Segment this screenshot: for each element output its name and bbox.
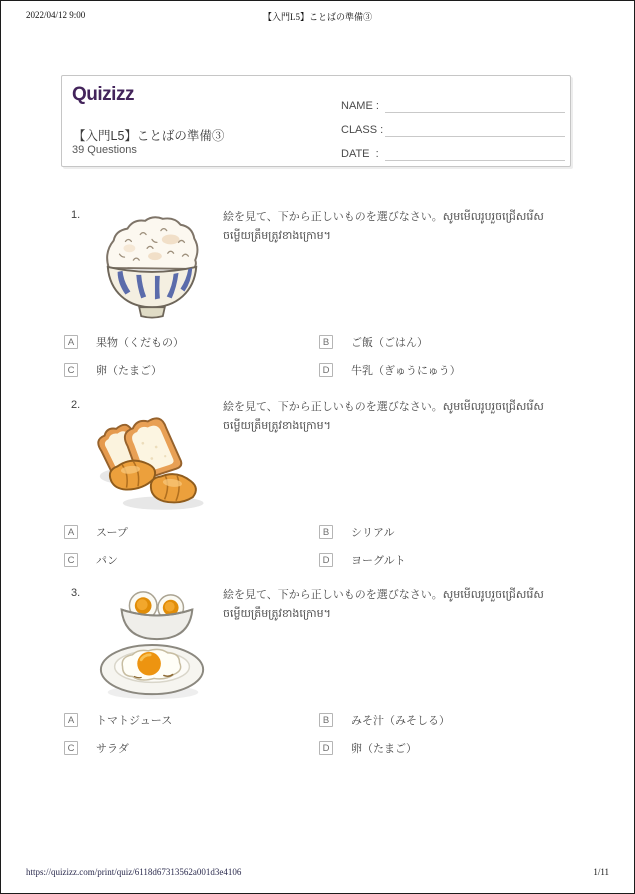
option-label: 卵（たまご） <box>351 743 417 755</box>
option-label: サラダ <box>96 743 129 755</box>
option-label: トマトジュース <box>96 715 173 727</box>
footer-url-link[interactable]: https://quizizz.com/print/quiz/6118d67313562a001d3e4106 <box>26 867 242 877</box>
question-1-option-b <box>319 334 428 350</box>
class-field-label: CLASS : <box>341 124 384 136</box>
question-2 <box>1 396 635 584</box>
option-label: スープ <box>96 527 128 539</box>
option-letter-box: C <box>64 553 78 567</box>
date-field-label: DATE : <box>341 148 379 160</box>
question-3-text-jp: 絵を見て、下から正しいものを選びなさい。 <box>223 589 443 601</box>
question-3-option-c <box>64 740 129 756</box>
bread-illustration <box>96 398 216 516</box>
question-2-text-jp: 絵を見て、下から正しいものを選びなさい。 <box>223 401 443 413</box>
option-letter-box: B <box>319 713 333 727</box>
question-1-text <box>223 208 559 246</box>
option-letter-box: A <box>64 335 78 349</box>
question-1-text-km: សូមមើលរូបរួចជ្រើសរើសចម្លើយត្រឹមត្រូវខាងក្រោម។ <box>223 211 544 242</box>
class-field-line <box>385 120 565 137</box>
option-letter-box: D <box>319 363 333 377</box>
option-label: ご飯（ごはん） <box>351 337 428 349</box>
student-fields <box>341 89 565 161</box>
question-1-text-jp: 絵を見て、下から正しいものを選びなさい。 <box>223 211 443 223</box>
option-letter-box: D <box>319 741 333 755</box>
question-2-option-c <box>64 552 118 568</box>
question-1-option-c <box>64 362 162 378</box>
question-2-option-a <box>64 524 128 540</box>
question-1-option-d <box>319 362 461 378</box>
question-3-option-a <box>64 712 172 728</box>
header-title: 【入門L5】ことばの準備③ <box>263 12 372 22</box>
option-label: ヨーグルト <box>351 555 406 567</box>
option-label: 牛乳（ぎゅうにゅう） <box>351 365 461 377</box>
class-field <box>341 113 565 137</box>
option-label: みそ汁（みそしる） <box>351 715 450 727</box>
option-label: 卵（たまご） <box>96 365 162 377</box>
question-1-number: 1. <box>71 209 81 221</box>
option-letter-box: C <box>64 363 78 377</box>
question-2-text-km: សូមមើលរូបរួចជ្រើសរើសចម្លើយត្រឹមត្រូវខាងក្រោម។ <box>223 401 544 432</box>
option-letter-box: C <box>64 741 78 755</box>
question-3-option-d <box>319 740 417 756</box>
question-3-text-km: សូមមើលរូបរួចជ្រើសរើសចម្លើយត្រឹមត្រូវខាងក្រោម។ <box>223 589 544 620</box>
option-letter-box: A <box>64 713 78 727</box>
question-3-option-b <box>319 712 450 728</box>
name-field-label: NAME : <box>341 100 379 112</box>
rice-bowl-illustration <box>96 208 209 323</box>
date-field <box>341 137 565 161</box>
option-label: シリアル <box>351 527 395 539</box>
quizizz-logo: Quizizz <box>72 84 134 105</box>
question-2-number: 2. <box>71 399 81 411</box>
question-3 <box>1 584 635 772</box>
question-2-text <box>223 398 559 436</box>
quiz-title: 【入門L5】ことばの準備③ <box>73 129 225 143</box>
option-letter-box: B <box>319 335 333 349</box>
option-letter-box: D <box>319 553 333 567</box>
option-label: パン <box>96 555 118 567</box>
option-label: 果物（くだもの） <box>96 337 184 349</box>
eggs-illustration <box>96 586 211 704</box>
option-letter-box: B <box>319 525 333 539</box>
quiz-info-box <box>61 75 571 167</box>
option-letter-box: A <box>64 525 78 539</box>
question-1-option-a <box>64 334 184 350</box>
name-field-line <box>385 96 565 113</box>
question-3-text <box>223 586 559 624</box>
question-1 <box>1 206 635 394</box>
header-datetime: 2022/04/12 9:00 <box>26 10 86 20</box>
name-field <box>341 89 565 113</box>
question-2-option-b <box>319 524 395 540</box>
quiz-question-count: 39 Questions <box>72 144 137 156</box>
date-field-line <box>385 144 565 161</box>
footer-page-number: 1/11 <box>593 867 609 877</box>
question-2-option-d <box>319 552 406 568</box>
question-3-number: 3. <box>71 587 81 599</box>
